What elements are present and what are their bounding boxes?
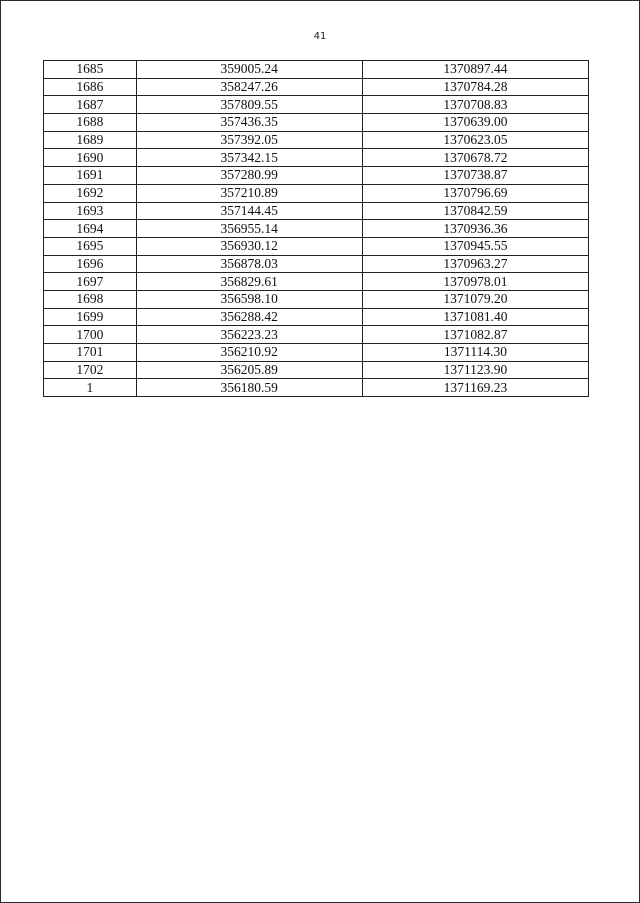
x-coordinate-cell: 357392.05 (136, 131, 362, 149)
point-number-cell: 1689 (44, 131, 137, 149)
point-number-cell: 1690 (44, 149, 137, 167)
y-coordinate-cell: 1371114.30 (362, 344, 588, 362)
x-coordinate-cell: 356878.03 (136, 255, 362, 273)
x-coordinate-cell: 357210.89 (136, 184, 362, 202)
x-coordinate-cell: 357436.35 (136, 114, 362, 132)
x-coordinate-cell: 358247.26 (136, 78, 362, 96)
point-number-cell: 1697 (44, 273, 137, 291)
table-row (44, 326, 589, 344)
y-coordinate-cell: 1370963.27 (362, 255, 588, 273)
coordinates-table-body (44, 61, 589, 397)
point-number-cell: 1694 (44, 220, 137, 238)
table-row (44, 361, 589, 379)
x-coordinate-cell: 356223.23 (136, 326, 362, 344)
x-coordinate-cell: 356598.10 (136, 290, 362, 308)
table-row (44, 379, 589, 397)
table-row (44, 255, 589, 273)
y-coordinate-cell: 1371082.87 (362, 326, 588, 344)
table-row (44, 290, 589, 308)
point-number-cell: 1691 (44, 167, 137, 185)
point-number-cell: 1699 (44, 308, 137, 326)
point-number-cell: 1688 (44, 114, 137, 132)
point-number-cell: 1685 (44, 61, 137, 79)
x-coordinate-cell: 357280.99 (136, 167, 362, 185)
table-row (44, 149, 589, 167)
x-coordinate-cell: 357144.45 (136, 202, 362, 220)
point-number-cell: 1692 (44, 184, 137, 202)
x-coordinate-cell: 357809.55 (136, 96, 362, 114)
table-row (44, 184, 589, 202)
point-number-cell: 1701 (44, 344, 137, 362)
point-number-cell: 1695 (44, 237, 137, 255)
table-row (44, 237, 589, 255)
y-coordinate-cell: 1370784.28 (362, 78, 588, 96)
y-coordinate-cell: 1371081.40 (362, 308, 588, 326)
x-coordinate-cell: 356930.12 (136, 237, 362, 255)
x-coordinate-cell: 356288.42 (136, 308, 362, 326)
y-coordinate-cell: 1370738.87 (362, 167, 588, 185)
y-coordinate-cell: 1370842.59 (362, 202, 588, 220)
point-number-cell: 1 (44, 379, 137, 397)
x-coordinate-cell: 356180.59 (136, 379, 362, 397)
x-coordinate-cell: 359005.24 (136, 61, 362, 79)
y-coordinate-cell: 1370897.44 (362, 61, 588, 79)
table-row (44, 61, 589, 79)
point-number-cell: 1702 (44, 361, 137, 379)
y-coordinate-cell: 1370936.36 (362, 220, 588, 238)
y-coordinate-cell: 1370945.55 (362, 237, 588, 255)
page-number: 41 (313, 31, 327, 42)
table-row (44, 344, 589, 362)
point-number-cell: 1693 (44, 202, 137, 220)
table-row (44, 202, 589, 220)
y-coordinate-cell: 1370708.83 (362, 96, 588, 114)
x-coordinate-cell: 356205.89 (136, 361, 362, 379)
table-row (44, 308, 589, 326)
y-coordinate-cell: 1370639.00 (362, 114, 588, 132)
x-coordinate-cell: 356955.14 (136, 220, 362, 238)
point-number-cell: 1687 (44, 96, 137, 114)
table-row (44, 220, 589, 238)
x-coordinate-cell: 356210.92 (136, 344, 362, 362)
y-coordinate-cell: 1370678.72 (362, 149, 588, 167)
table-row (44, 131, 589, 149)
point-number-cell: 1698 (44, 290, 137, 308)
x-coordinate-cell: 356829.61 (136, 273, 362, 291)
table-row (44, 96, 589, 114)
x-coordinate-cell: 357342.15 (136, 149, 362, 167)
table-row (44, 114, 589, 132)
y-coordinate-cell: 1371123.90 (362, 361, 588, 379)
y-coordinate-cell: 1370796.69 (362, 184, 588, 202)
y-coordinate-cell: 1371169.23 (362, 379, 588, 397)
point-number-cell: 1700 (44, 326, 137, 344)
point-number-cell: 1686 (44, 78, 137, 96)
y-coordinate-cell: 1370623.05 (362, 131, 588, 149)
table-row (44, 78, 589, 96)
coordinates-table (43, 60, 589, 397)
point-number-cell: 1696 (44, 255, 137, 273)
table-row (44, 167, 589, 185)
table-row (44, 273, 589, 291)
y-coordinate-cell: 1370978.01 (362, 273, 588, 291)
y-coordinate-cell: 1371079.20 (362, 290, 588, 308)
